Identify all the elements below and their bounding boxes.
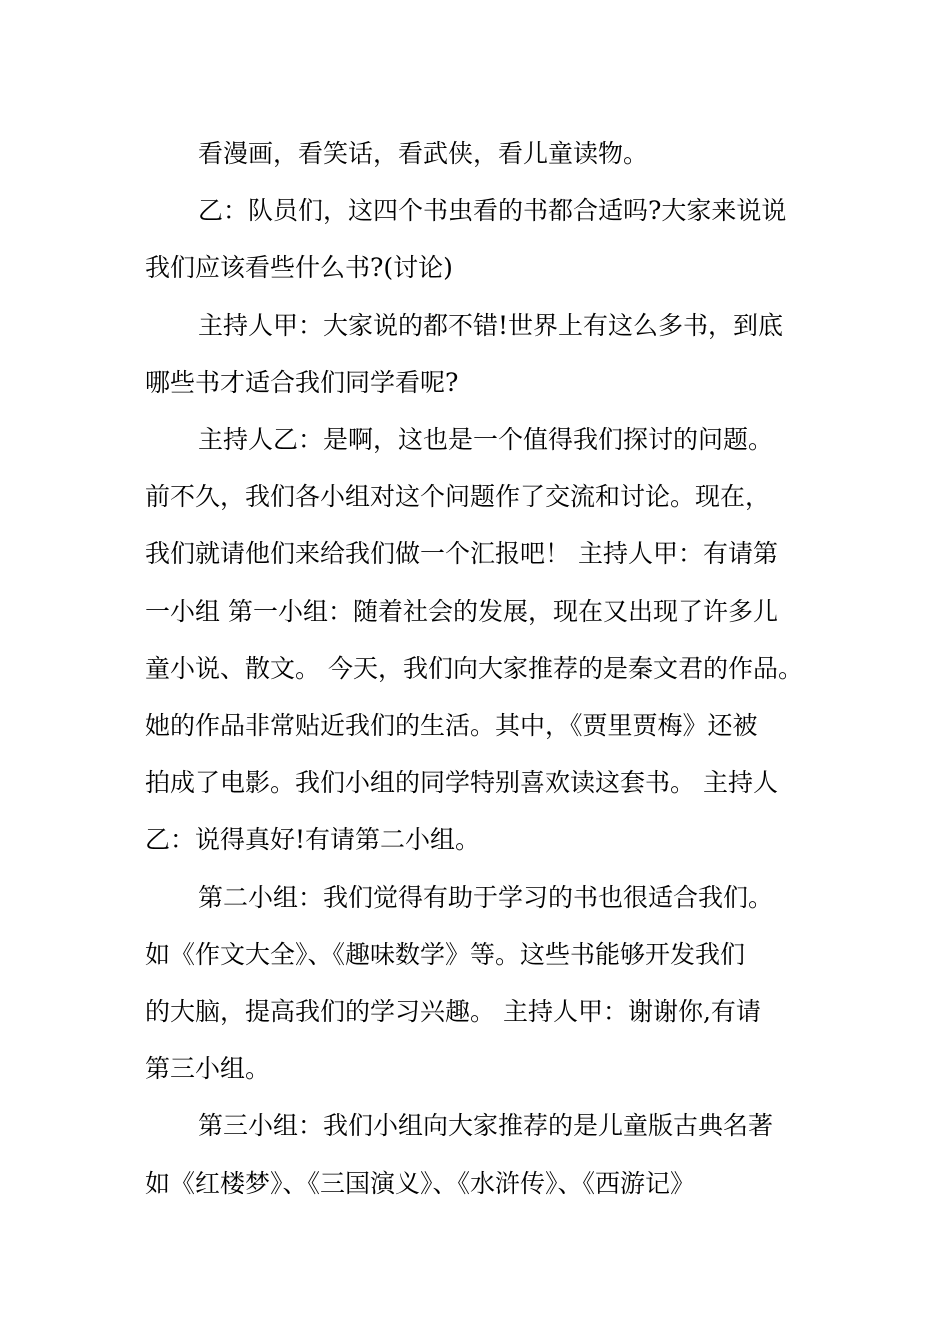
text-line: 我们应该看些什么书?(讨论) [145, 253, 453, 283]
text-line: 乙：说得真好!有请第二小组。 [145, 825, 481, 855]
text-line: 如《作文大全》、《趣味数学》等。这些书能够开发我们 [145, 939, 746, 969]
text-line: 她的作品非常贴近我们的生活。其中，《贾里贾梅》还被 [145, 711, 758, 741]
paragraph [145, 297, 825, 411]
paragraph [145, 182, 825, 296]
text-line: 第三小组：我们小组向大家推荐的是儿童版古典名著 [198, 1111, 774, 1141]
text-line: 如《红楼梦》、《三国演义》、《水浒传》、《西游记》 [145, 1168, 696, 1198]
text-line: 第三小组。 [145, 1054, 271, 1084]
text-line: 的大脑，提高我们的学习兴趣。 主持人甲：谢谢你,有请 [145, 997, 761, 1027]
paragraph [145, 411, 825, 869]
text-line: 看漫画，看笑话，看武侠，看儿童读物。 [198, 139, 649, 168]
text-line: 乙：队员们，这四个书虫看的书都合适吗?大家来说说 [198, 196, 787, 226]
text-line: 拍成了电影。我们小组的同学特别喜欢读这套书。 主持人 [145, 768, 778, 798]
text-line: 我们就请他们来给我们做一个汇报吧！ 主持人甲：有请第 [145, 539, 778, 569]
text-line: 第二小组：我们觉得有助于学习的书也很适合我们。 [198, 882, 774, 912]
text-line: 哪些书才适合我们同学看呢? [145, 367, 459, 397]
text-line: 前不久，我们各小组对这个问题作了交流和讨论。现在， [145, 482, 771, 512]
paragraph [145, 869, 825, 1098]
text-line: 童小说、散文。 今天，我们向大家推荐的是秦文君的作品。 [145, 653, 803, 683]
text-line: 主持人乙：是啊，这也是一个值得我们探讨的问题。 [198, 425, 774, 455]
paragraph [145, 1097, 825, 1211]
text-line: 一小组 第一小组：随着社会的发展，现在又出现了许多儿 [145, 596, 778, 626]
document-body [145, 125, 825, 1212]
paragraph [145, 125, 825, 182]
text-line: 主持人甲：大家说的都不错!世界上有这么多书，到底 [198, 310, 784, 340]
